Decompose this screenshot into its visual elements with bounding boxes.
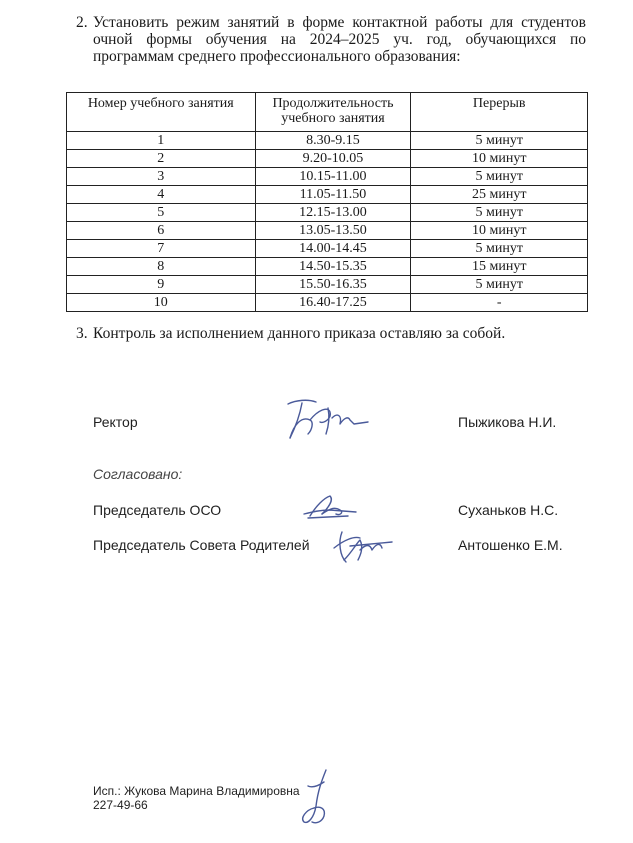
table-row bbox=[67, 132, 588, 150]
cell-break: 5 минут bbox=[411, 240, 588, 258]
table-row bbox=[67, 150, 588, 168]
cell-break: 10 минут bbox=[411, 222, 588, 240]
agreed-label: Согласовано: bbox=[93, 466, 183, 482]
cell-lesson-time: 14.50-15.35 bbox=[255, 258, 411, 276]
cell-lesson-time: 14.00-14.45 bbox=[255, 240, 411, 258]
cell-lesson-number: 1 bbox=[67, 132, 256, 150]
oso-chair-title: Председатель ОСО bbox=[93, 502, 222, 518]
table-row bbox=[67, 276, 588, 294]
cell-break: 5 минут bbox=[411, 276, 588, 294]
header-lesson-number: Номер учебного занятия bbox=[67, 93, 256, 132]
executor-phone: 227-49-66 bbox=[93, 798, 148, 812]
item-2-text: Установить режим занятий в форме контактной работы для студентов очной формы обучения на 2024–2025 уч. год, обучающихся по программам среднего профессионального образования: bbox=[93, 14, 586, 65]
item-3-text: Контроль за исполнением данного приказа оставляю за собой. bbox=[93, 325, 506, 342]
table-row bbox=[67, 222, 588, 240]
item-3-number: 3. bbox=[76, 325, 88, 342]
table-row bbox=[67, 294, 588, 312]
table-row bbox=[67, 186, 588, 204]
cell-lesson-number: 9 bbox=[67, 276, 256, 294]
parents-council-chair-title: Председатель Совета Родителей bbox=[93, 537, 310, 553]
cell-break: 5 минут bbox=[411, 168, 588, 186]
table-row bbox=[67, 240, 588, 258]
oso-chair-name: Суханьков Н.С. bbox=[458, 502, 559, 518]
parents-council-chair-name: Антошенко Е.М. bbox=[458, 537, 563, 553]
cell-break: 15 минут bbox=[411, 258, 588, 276]
cell-break: 5 минут bbox=[411, 204, 588, 222]
cell-lesson-number: 5 bbox=[67, 204, 256, 222]
cell-lesson-time: 12.15-13.00 bbox=[255, 204, 411, 222]
cell-lesson-number: 3 bbox=[67, 168, 256, 186]
cell-break: 25 минут bbox=[411, 186, 588, 204]
cell-lesson-time: 9.20-10.05 bbox=[255, 150, 411, 168]
executor-name: Исп.: Жукова Марина Владимировна bbox=[93, 784, 300, 798]
cell-lesson-time: 13.05-13.50 bbox=[255, 222, 411, 240]
oso-chair-signature bbox=[300, 488, 360, 522]
cell-lesson-number: 10 bbox=[67, 294, 256, 312]
rector-name: Пыжикова Н.И. bbox=[458, 414, 557, 430]
cell-break: - bbox=[411, 294, 588, 312]
cell-lesson-number: 2 bbox=[67, 150, 256, 168]
executor-signature bbox=[296, 766, 336, 830]
cell-lesson-time: 8.30-9.15 bbox=[255, 132, 411, 150]
cell-break: 10 минут bbox=[411, 150, 588, 168]
cell-lesson-time: 10.15-11.00 bbox=[255, 168, 411, 186]
parents-council-chair-signature bbox=[330, 522, 394, 568]
cell-lesson-number: 8 bbox=[67, 258, 256, 276]
cell-lesson-time: 11.05-11.50 bbox=[255, 186, 411, 204]
cell-lesson-time: 15.50-16.35 bbox=[255, 276, 411, 294]
rector-title: Ректор bbox=[93, 414, 138, 430]
cell-lesson-number: 6 bbox=[67, 222, 256, 240]
order-item-2 bbox=[76, 14, 586, 65]
header-lesson-duration: Продолжительность учебного занятия bbox=[255, 93, 411, 132]
header-break: Перерыв bbox=[411, 93, 588, 132]
cell-break: 5 минут bbox=[411, 132, 588, 150]
cell-lesson-number: 7 bbox=[67, 240, 256, 258]
cell-lesson-number: 4 bbox=[67, 186, 256, 204]
table-header-row bbox=[67, 93, 588, 132]
executor-info bbox=[93, 784, 300, 812]
item-2-number: 2. bbox=[76, 14, 88, 31]
class-schedule-table bbox=[66, 92, 588, 312]
rector-signature bbox=[282, 394, 372, 444]
order-item-3 bbox=[76, 325, 505, 342]
table-row bbox=[67, 168, 588, 186]
table-row bbox=[67, 258, 588, 276]
table-row bbox=[67, 204, 588, 222]
cell-lesson-time: 16.40-17.25 bbox=[255, 294, 411, 312]
